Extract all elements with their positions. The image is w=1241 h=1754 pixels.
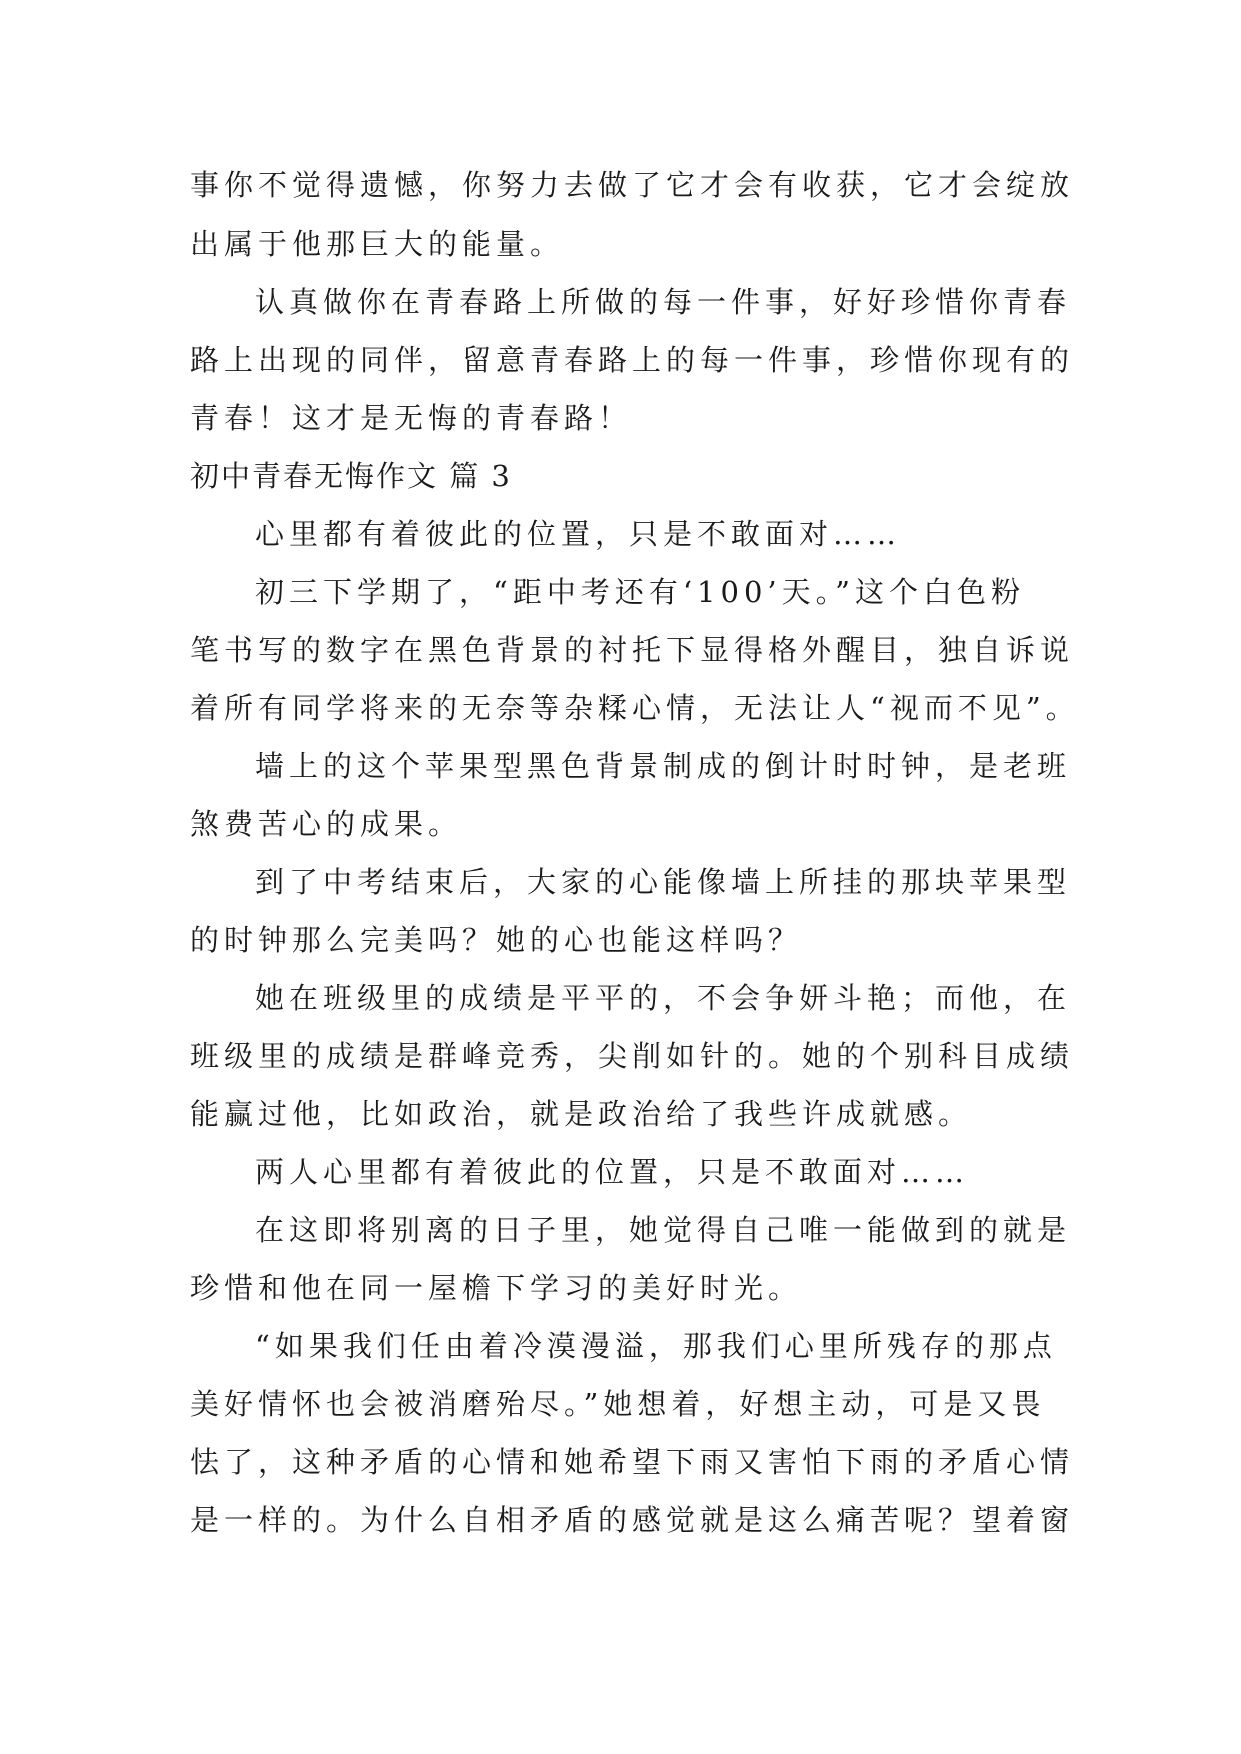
text-line: 在这即将别离的日子里，她觉得自己唯一能做到的就是 <box>255 1213 1072 1247</box>
text-line: 她在班级里的成绩是平平的，不会争妍斗艳；而他，在 <box>255 981 1072 1015</box>
text-line: “如果我们任由着冷漠漫溢，那我们心里所残存的那点 <box>255 1329 1057 1363</box>
text-line: 的时钟那么完美吗？她的心也能这样吗？ <box>190 923 803 957</box>
text-line: 美好情怀也会被消磨殆尽。”她想着，好想主动，可是又畏 <box>190 1387 1046 1421</box>
text-line: 事你不觉得遗憾，你努力去做了它才会有收获，它才会绽放 <box>190 168 1075 202</box>
text-line: 路上出现的同伴，留意青春路上的每一件事，珍惜你现有的 <box>190 343 1075 377</box>
text-line: 认真做你在青春路上所做的每一件事，好好珍惜你青春 <box>255 285 1072 319</box>
text-line: 两人心里都有着彼此的位置，只是不敢面对…… <box>255 1155 970 1189</box>
text-line: 心里都有着彼此的位置，只是不敢面对…… <box>255 517 902 551</box>
text-line: 是一样的。为什么自相矛盾的感觉就是这么痛苦呢？望着窗 <box>190 1503 1075 1537</box>
text-line: 煞费苦心的成果。 <box>190 807 463 841</box>
text-line: 珍惜和他在同一屋檐下学习的美好时光。 <box>190 1271 803 1305</box>
text-line: 墙上的这个苹果型黑色背景制成的倒计时时钟，是老班 <box>255 749 1072 783</box>
text-line: 怯了，这种矛盾的心情和她希望下雨又害怕下雨的矛盾心情 <box>190 1445 1075 1479</box>
text-line: 笔书写的数字在黑色背景的衬托下显得格外醒目，独自诉说 <box>190 633 1075 667</box>
text-line: 能赢过他，比如政治，就是政治给了我些许成就感。 <box>190 1097 973 1131</box>
section-heading: 初中青春无悔作文 篇 3 <box>190 459 512 493</box>
text-line: 到了中考结束后，大家的心能像墙上所挂的那块苹果型 <box>255 865 1072 899</box>
text-line: 班级里的成绩是群峰竞秀，尖削如针的。她的个别科目成绩 <box>190 1039 1075 1073</box>
text-line: 初三下学期了，“距中考还有‘100’天。”这个白色粉 <box>255 575 1025 609</box>
text-line: 青春！这才是无悔的青春路！ <box>190 401 633 435</box>
text-line: 出属于他那巨大的能量。 <box>190 227 565 261</box>
text-line: 着所有同学将来的无奈等杂糅心情，无法让人“视而不见”。 <box>190 691 1080 725</box>
